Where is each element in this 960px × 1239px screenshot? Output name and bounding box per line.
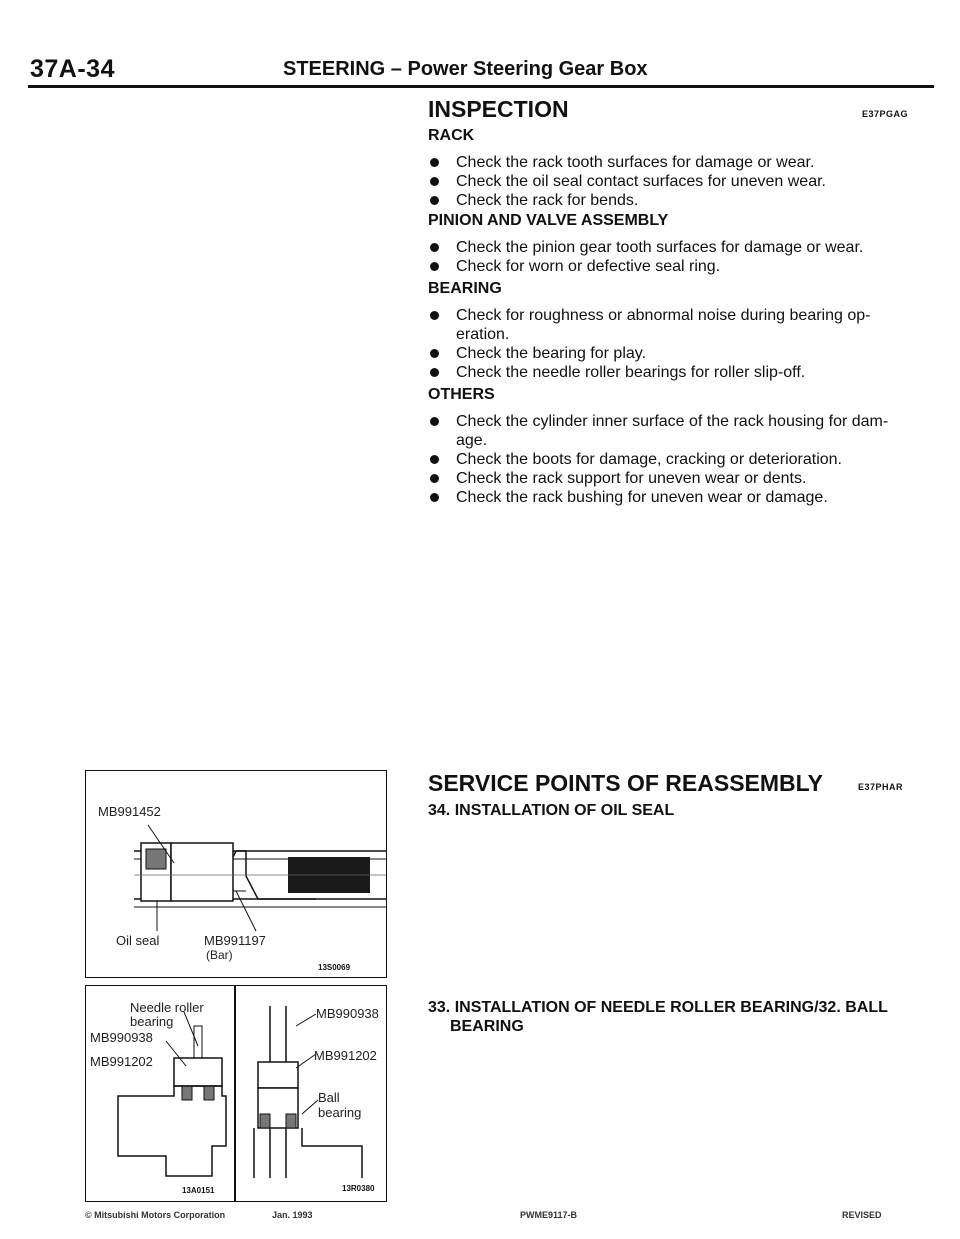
list-item: Check the bearing for play. — [428, 344, 908, 363]
list-item: Check the cylinder inner surface of the rack housing for dam-age. — [428, 412, 908, 450]
footer-date: Jan. 1993 — [272, 1210, 313, 1220]
others-checklist — [428, 412, 908, 507]
bullet-icon — [430, 455, 439, 464]
label-oil-seal: Oil seal — [116, 933, 160, 948]
service-points-code: E37PHAR — [858, 782, 904, 792]
label-needle-bearing: bearing — [130, 1014, 174, 1029]
list-item: Check the rack for bends. — [428, 191, 908, 210]
inspection-code: E37PGAG — [862, 109, 909, 119]
step-34-title: 34. INSTALLATION OF OIL SEAL — [428, 802, 675, 819]
bullet-icon — [430, 196, 439, 205]
label-right-mb991202: MB991202 — [314, 1048, 377, 1063]
footer-status: REVISED — [842, 1210, 882, 1220]
list-item: Check for roughness or abnormal noise during bearing op-eration. — [428, 306, 908, 344]
label-left-mb991202: MB991202 — [90, 1054, 153, 1069]
label-mb991197: MB991197 — [204, 933, 266, 948]
service-points-heading: SERVICE POINTS OF REASSEMBLY — [428, 770, 823, 796]
label-right-mb990938: MB990938 — [316, 1006, 379, 1021]
footer-copyright: © Mitsubishi Motors Corporation — [85, 1210, 226, 1220]
footer-doc-code: PWME9117-B — [520, 1210, 578, 1220]
label-needle-roller: Needle roller — [130, 1000, 204, 1015]
bullet-icon — [430, 474, 439, 483]
label-bar: (Bar) — [206, 948, 233, 962]
right-figure-code: 13R0380 — [342, 1184, 375, 1193]
page-title: STEERING – Power Steering Gear Box — [283, 58, 648, 80]
bullet-icon — [430, 417, 439, 426]
bullet-icon — [430, 262, 439, 271]
step-33-title: 33. INSTALLATION OF NEEDLE ROLLER BEARING/32. BALL — [428, 999, 888, 1016]
section-title-bearing: BEARING — [428, 280, 502, 297]
bearing-checklist — [428, 306, 908, 382]
step-33-title-cont: BEARING — [450, 1018, 524, 1035]
bullet-icon — [430, 158, 439, 167]
bullet-icon — [430, 311, 439, 320]
label-left-mb990938: MB990938 — [90, 1030, 153, 1045]
figure-code: 13S0069 — [318, 963, 351, 972]
list-item: Check the oil seal contact surfaces for uneven wear. — [428, 172, 908, 191]
figure-bearings — [85, 985, 387, 1202]
pinion-checklist — [428, 238, 908, 276]
bullet-icon — [430, 493, 439, 502]
figure-oil-seal — [85, 770, 387, 978]
page-number: 37A-34 — [30, 55, 115, 83]
left-figure-code: 13A0151 — [182, 1186, 215, 1195]
list-item: Check the rack support for uneven wear or dents. — [428, 469, 908, 488]
list-item: Check the pinion gear tooth surfaces for damage or wear. — [428, 238, 908, 257]
list-item: Check for worn or defective seal ring. — [428, 257, 908, 276]
section-title-others: OTHERS — [428, 386, 495, 403]
section-title-pinion: PINION AND VALVE ASSEMBLY — [428, 212, 669, 229]
section-title-rack: RACK — [428, 127, 475, 144]
list-item: Check the boots for damage, cracking or deterioration. — [428, 450, 908, 469]
inspection-heading: INSPECTION — [428, 96, 569, 122]
label-mb991452: MB991452 — [98, 804, 161, 819]
list-item: Check the rack bushing for uneven wear or damage. — [428, 488, 908, 507]
list-item: Check the needle roller bearings for roller slip-off. — [428, 363, 908, 382]
header-rule — [28, 85, 934, 88]
bullet-icon — [430, 349, 439, 358]
bullet-icon — [430, 243, 439, 252]
list-item: Check the rack tooth surfaces for damage or wear. — [428, 153, 908, 172]
rack-checklist — [428, 153, 908, 210]
bullet-icon — [430, 177, 439, 186]
bullet-icon — [430, 368, 439, 377]
label-ball-bearing: Ball bearing — [318, 1090, 362, 1120]
